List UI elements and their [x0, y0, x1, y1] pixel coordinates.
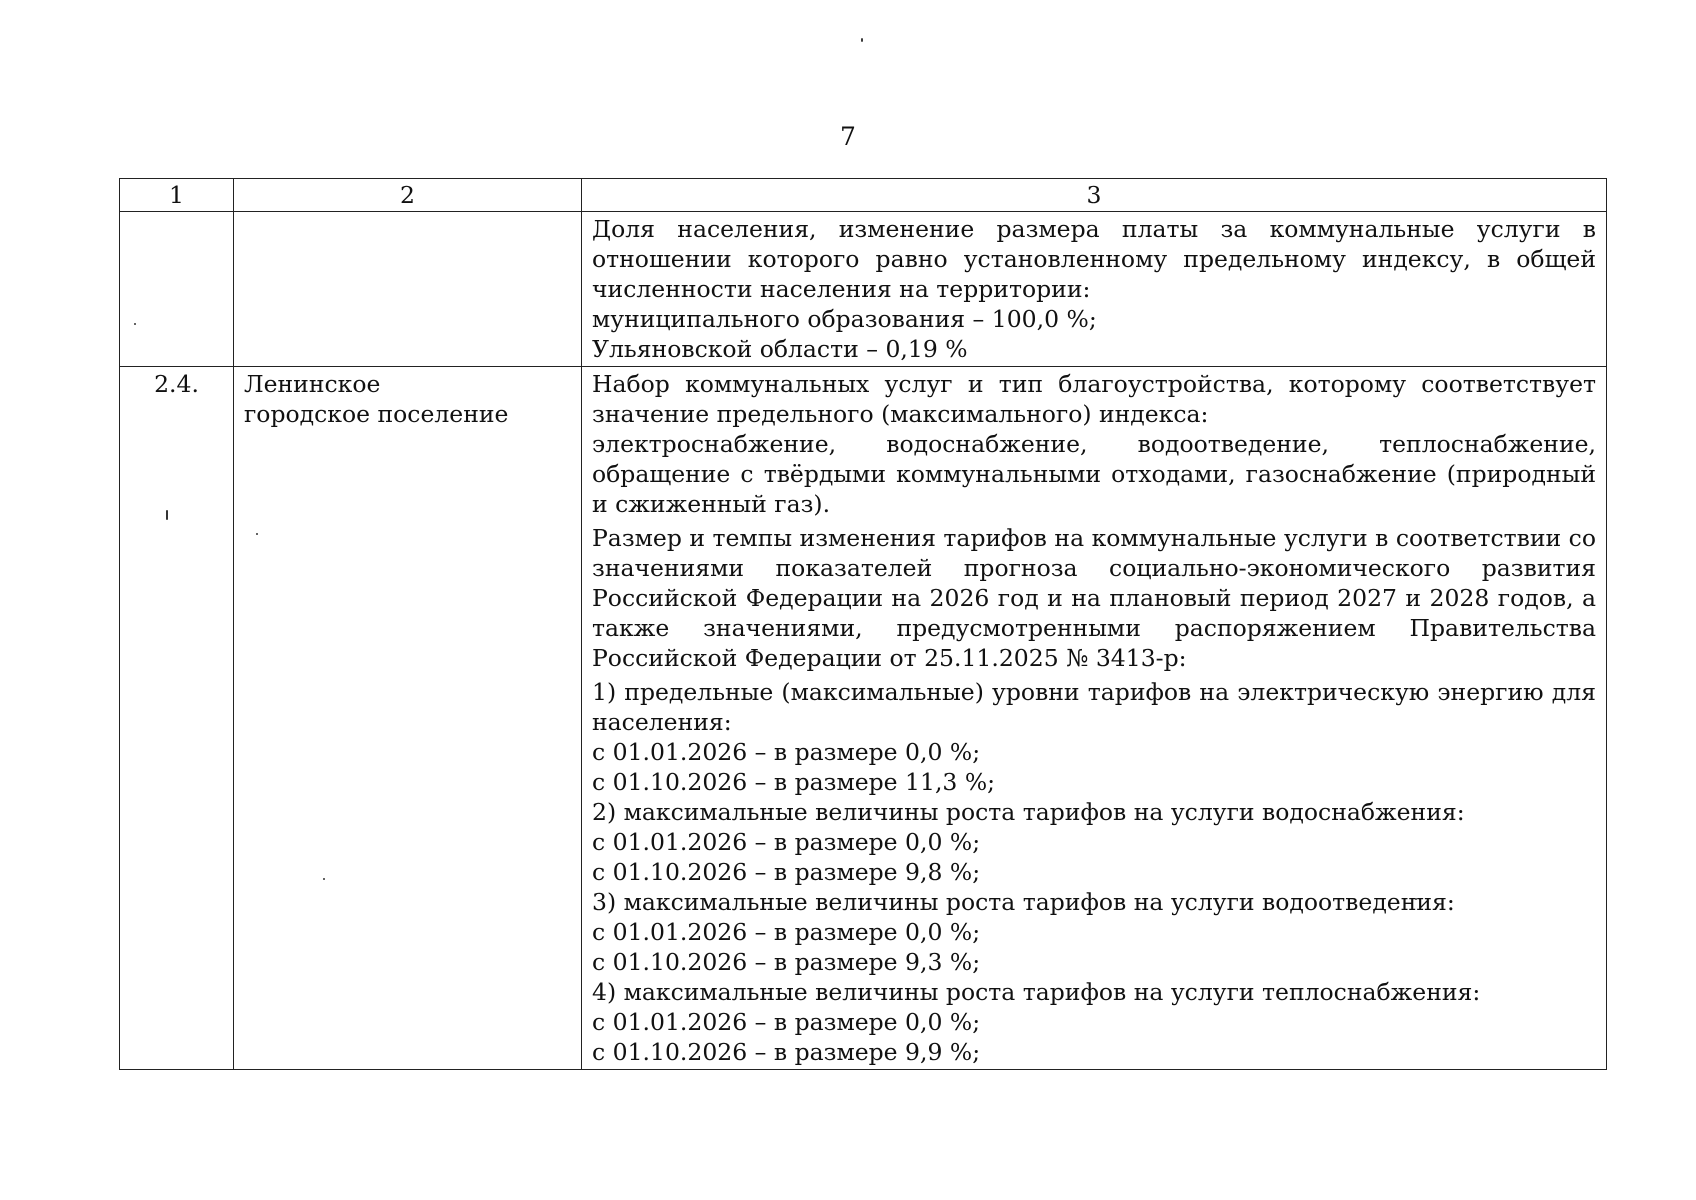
heat-supply-heading: 4) максимальные величины роста тарифов на услуги теплоснабжения:: [592, 978, 1481, 1006]
service-set-paragraph: Набор коммунальных услуг и тип благоустройства, которому соответствует значение предельного (максимального) индекса:: [592, 370, 1596, 428]
header-col-2: 2: [234, 179, 582, 212]
water-supply-heading: 2) максимальные величины роста тарифов на услуги водоснабжения:: [592, 798, 1465, 826]
tariff-basis-paragraph: Размер и темпы изменения тарифов на коммунальные услуги в соответствии со значениями показателей прогноза социально-экономического развития Российской Федерации на 2026 год и на плановый период 2027 и 2028 годов, а также значениями, предусмотренными распоряжением Правительства Российской Федерации от 25.11.2025 № 3413-р:: [592, 524, 1596, 672]
electricity-heading: 1) предельные (максимальные) уровни тарифов на электрическую энергию для населения:: [592, 678, 1596, 736]
municipality-name-line: Ленинское: [244, 370, 381, 398]
header-col-1: 1: [120, 179, 234, 212]
tariff-line: с 01.10.2026 – в размере 11,3 %;: [592, 768, 996, 796]
description-cell: [582, 212, 1607, 367]
tariff-line: с 01.01.2026 – в размере 0,0 %;: [592, 918, 981, 946]
municipality-name-line: городское поселение: [244, 400, 509, 428]
region-share-line: Ульяновской области – 0,19 %: [592, 335, 968, 363]
row-number-cell: 2.4.: [120, 367, 234, 1070]
municipality-share-line: муниципального образования – 100,0 %;: [592, 305, 1097, 333]
table-row-2-4: [120, 367, 1607, 1070]
tariff-line: с 01.01.2026 – в размере 0,0 %;: [592, 828, 981, 856]
table-header-row: [120, 179, 1607, 212]
municipality-cell: [234, 367, 582, 1070]
tariff-line: с 01.01.2026 – в размере 0,0 %;: [592, 738, 981, 766]
tariff-line: с 01.10.2026 – в размере 9,8 %;: [592, 858, 981, 886]
header-col-3: 3: [582, 179, 1607, 212]
wastewater-heading: 3) максимальные величины роста тарифов на услуги водоотведения:: [592, 888, 1455, 916]
row-number-cell: [120, 212, 234, 367]
services-list-paragraph: электроснабжение, водоснабжение, водоотведение, теплоснабжение, обращение с твёрдыми коммунальными отходами, газоснабжение (природный и сжиженный газ).: [592, 430, 1596, 518]
page-number: 7: [840, 122, 856, 151]
table-row-continued: [120, 212, 1607, 367]
description-cell: [582, 367, 1607, 1070]
tariff-line: с 01.01.2026 – в размере 0,0 %;: [592, 1008, 981, 1036]
tariff-table: [119, 178, 1607, 1070]
tariff-line: с 01.10.2026 – в размере 9,3 %;: [592, 948, 981, 976]
population-share-paragraph: Доля населения, изменение размера платы за коммунальные услуги в отношении которого равно установленному предельному индексу, в общей численности населения на территории:: [592, 215, 1596, 303]
municipality-cell: [234, 212, 582, 367]
tariff-line: с 01.10.2026 – в размере 9,9 %;: [592, 1038, 981, 1066]
scan-speck: [861, 38, 863, 42]
